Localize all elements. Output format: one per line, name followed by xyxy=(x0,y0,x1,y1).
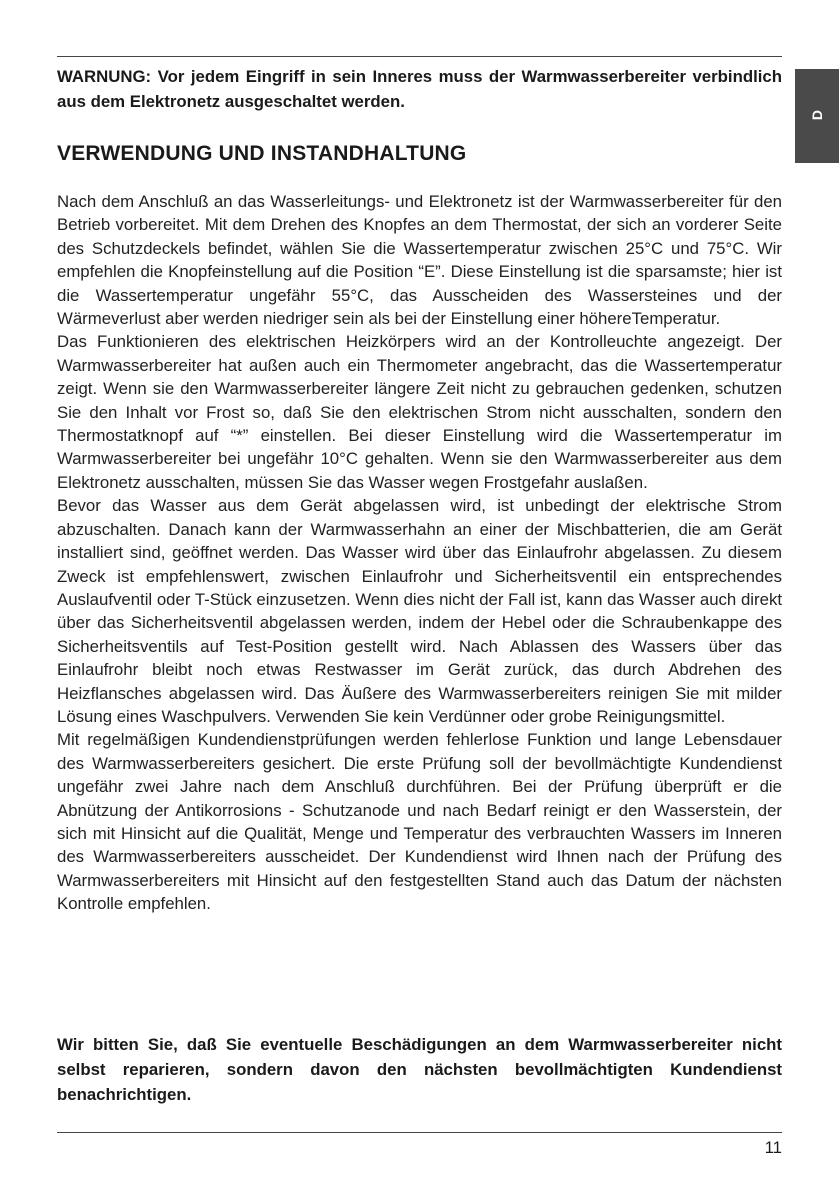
top-rule xyxy=(57,56,782,57)
paragraph-service: Mit regelmäßigen Kundendienstprüfungen werden fehlerlose Funktion und lange Lebensdauer des Warmwasserbereiters gesichert. Die erste Prüfung soll der bevollmächtigte Kundendienst ungefähr zwei Jahre nach dem Anschluß durchführen. Bei der Prüfung überprüft er die Abnützung der Antikorrosions - Schutzanode und nach Bedarf reinigt er den Wasserstein, der sich mit Hinsicht auf die Qualität, Menge und Temperatur des verbrauchten Wassers im Inneren des Warmwasserbereiters ausscheidet. Der Kundendienst wird Ihnen nach der Prüfung des Warmwasserbereiters mit Hinsicht auf den festgestellten Stand auch das Datum der nächsten Kontrolle empfehlen. xyxy=(57,730,782,914)
language-tab-label: D xyxy=(809,109,825,121)
closing-notice: Wir bitten Sie, daß Sie eventuelle Beschädigungen an dem Warmwasserbereiter nicht selbst reparieren, sondern davon den nächsten bevollmächtigten Kundendienst benachrichtigen. xyxy=(57,1035,782,1104)
paragraph-draining: Bevor das Wasser aus dem Gerät abgelassen wird, ist unbedingt der elektrische Strom abzuschalten. Danach kann der Warmwasserhahn an einer der Mischbatterien, die am Gerät installiert sind, geöffnet werden. Das Wasser wird über das Einlaufrohr abgelassen. Zu diesem Zweck ist empfehlenswert, zwischen Einlaufrohr und Sicherheitsventil ein entsprechendes Auslaufventil oder T-Stück einzusetzen. Wenn dies nicht der Fall ist, kann das Wasser auch direkt über das Sicherheitsventil abgelassen werden, indem der Hebel oder die Schraubenkappe des Sicherheitsventils auf Test-Position gestellt wird. Nach Ablassen des Wassers über das Einlaufrohr bleibt noch etwas Restwasser im Gerät zurück, das durch Abdrehen des Heizflansches abgelassen wird. Das Äußere des Warmwasserbereiters reinigen Sie mit milder Lösung eines Waschpulvers. Verwenden Sie kein Verdünner oder grobe Reinigungsmittel. xyxy=(57,496,782,726)
body-text xyxy=(57,190,782,916)
paragraph-operation: Nach dem Anschluß an das Wasserleitungs- und Elektronetz ist der Warmwasserbereiter für den Betrieb vorbereitet. Mit dem Drehen des Knopfes an dem Thermostat, der sich an vorderer Seite des Schutzdeckels befindet, wählen Sie die Wassertemperatur zwischen 25°C und 75°C. Wir empfehlen die Knopfeinstellung auf die Position “E”. Diese Einstellung ist die sparsamste; hier ist die Wassertemperatur ungefähr 55°C, das Ausscheiden des Wassersteines und der Wärmeverlust aber werden niedriger sein als bei der Einstellung einer höhereTemperatur. xyxy=(57,192,782,329)
page-number: 11 xyxy=(764,1138,782,1157)
section-title: VERWENDUNG UND INSTANDHALTUNG xyxy=(57,142,467,165)
paragraph-frost-protection: Das Funktionieren des elektrischen Heizkörpers wird an der Kontrolleuchte angezeigt. Der Warmwasserbereiter hat außen auch ein Thermometer angebracht, das die Wassertemperatur zeigt. Wenn sie den Warmwasserbereiter längere Zeit nicht zu gebrauchen gedenken, schutzen Sie den Inhalt vor Frost so, daß Sie den elektrischen Strom nicht ausschalten, sondern den Thermostatknopf auf “*” einstellen. Bei dieser Einstellung wird die Wassertemperatur im Warmwasserbereiter bei ungefähr 10°C gehalten. Wenn sie den Warmwasserbereiter aus dem Elektronetz ausschalten, müssen Sie das Wasser wegen Frostgefahr auslaßen. xyxy=(57,332,782,492)
warning-notice: WARNUNG: Vor jedem Eingriff in sein Inneres muss der Warmwasserbereiter verbindlich aus dem Elektronetz ausgeschaltet werden. xyxy=(57,67,782,111)
language-tab xyxy=(795,69,839,163)
bottom-rule xyxy=(57,1132,782,1133)
